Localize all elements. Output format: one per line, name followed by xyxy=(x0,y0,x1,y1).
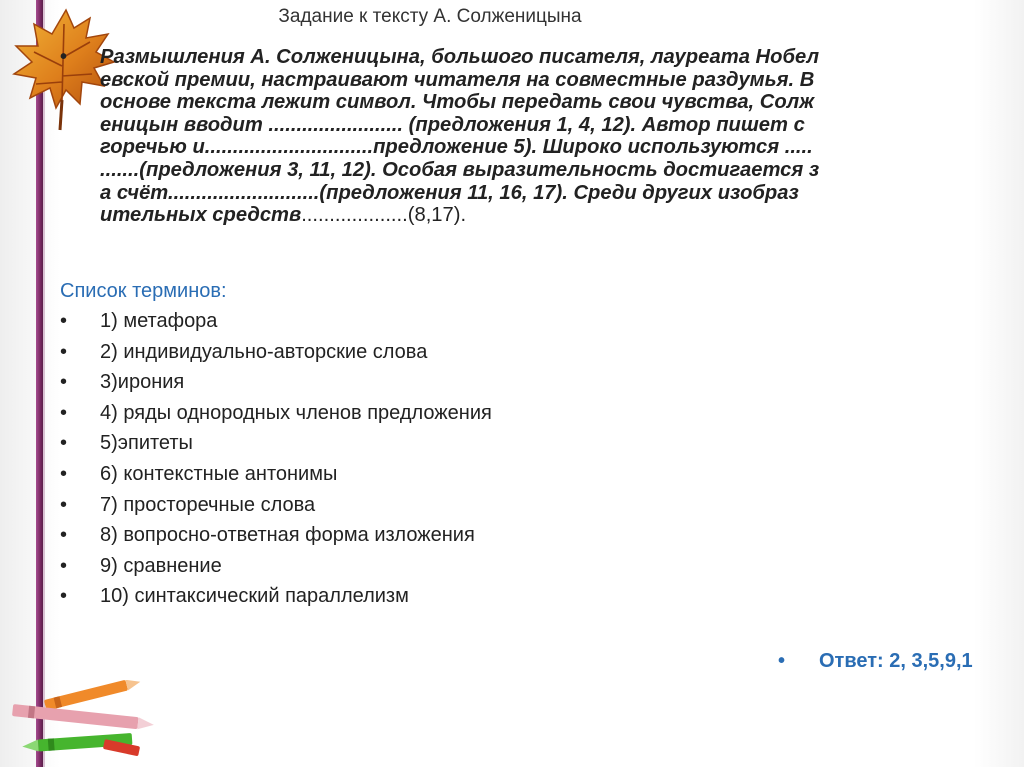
bullet-icon: • xyxy=(60,554,68,577)
term-label: 7) просторечные слова xyxy=(100,493,316,516)
list-item xyxy=(60,432,680,463)
slide-title: Задание к тексту А. Солженицына xyxy=(278,6,582,27)
list-item xyxy=(60,371,680,402)
answer-text: Ответ: 2, 3,5,9,1 xyxy=(819,650,973,672)
bullet-icon: • xyxy=(60,310,68,332)
bullet-icon: • xyxy=(60,371,68,394)
bullet-icon: • xyxy=(60,432,68,455)
paragraph-bullet: • xyxy=(60,46,68,68)
task-text xyxy=(100,46,1020,227)
term-label: 3)ирония xyxy=(100,371,185,394)
crayons-icon xyxy=(8,680,168,767)
bullet-icon: • xyxy=(60,401,68,424)
term-label: 1) метафора xyxy=(100,310,218,332)
term-label: 5)эпитеты xyxy=(100,432,193,455)
term-label: 8) вопросно-ответная форма изложения xyxy=(100,524,475,547)
terms-heading: Список терминов: xyxy=(60,280,227,302)
bullet-icon: • xyxy=(60,493,68,516)
list-item xyxy=(60,341,680,372)
task-text-tail: ...................(8,17). xyxy=(301,204,467,227)
list-item xyxy=(60,402,680,433)
terms-list xyxy=(60,310,680,616)
answer-bullet-icon: • xyxy=(778,650,786,672)
list-item xyxy=(60,310,680,341)
term-label: 2) индивидуально-авторские слова xyxy=(100,340,428,363)
term-label: 10) синтаксический параллелизм xyxy=(100,585,409,608)
list-item xyxy=(60,524,680,555)
bullet-icon: • xyxy=(60,524,68,547)
task-text-main: Размышления А. Солженицына, большого писателя, лауреата Нобел евской премии, настраивают читателя на совместные раздумья. В основе текста лежит символ. Чтобы передать свои чувства, Солж еницын вводит ........................ (предложения 1, 4, 12). Автор пишет с горечью и..............................предложение 5). Широко используются ..... .......(предложения 3, 11, 12). Особая выразительность достигается з а счёт...........................(предложения 11, 16, 17). Среди других изобраз ительных средств xyxy=(100,46,820,227)
answer xyxy=(778,650,1018,678)
term-label: 6) контекстные антонимы xyxy=(100,462,338,485)
term-label: 9) сравнение xyxy=(100,554,222,577)
term-label: 4) ряды однородных членов предложения xyxy=(100,401,492,424)
bullet-icon: • xyxy=(60,462,68,485)
list-item xyxy=(60,463,680,494)
list-item xyxy=(60,555,680,586)
list-item xyxy=(60,494,680,525)
list-item xyxy=(60,585,680,616)
bullet-icon: • xyxy=(60,340,68,363)
bullet-icon: • xyxy=(60,585,68,608)
